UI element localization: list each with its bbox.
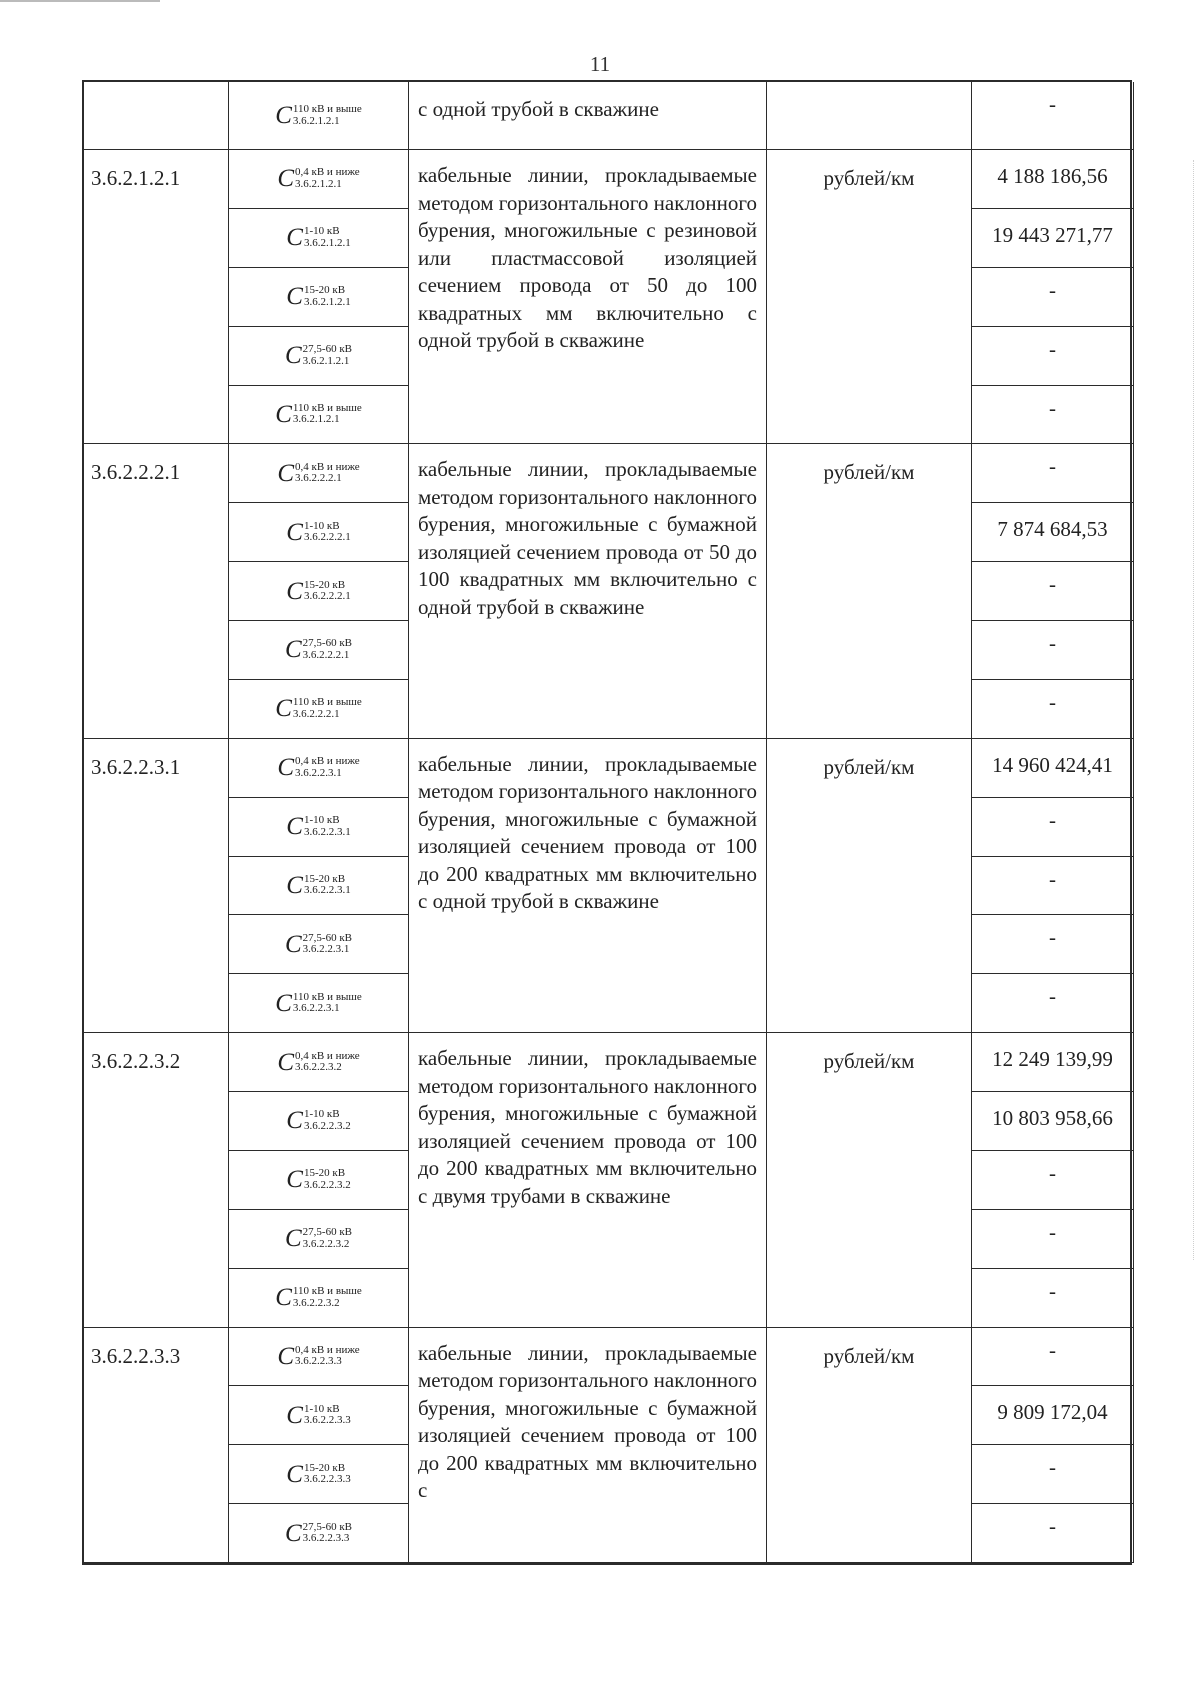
- rate-index: 3.6.2.1.2.1: [292, 114, 340, 127]
- value-cell: -: [972, 680, 1134, 739]
- value-cell: -: [972, 386, 1134, 445]
- rate-letter: C: [275, 989, 292, 1017]
- rate-letter: C: [277, 165, 294, 193]
- value-cell: -: [972, 444, 1134, 503]
- rate-letter: C: [286, 224, 303, 252]
- rate-index: 3.6.2.2.2.1: [303, 590, 351, 603]
- description-cell: кабельные линии, прокладываемые методом горизонтального наклонного бурения, многожильные с резиновой или пластмассовой изоляцией сечением провода от 50 до 100 квадратных мм включительно с одной трубой в скважине: [409, 150, 767, 444]
- rate-index: 3.6.2.2.2.1: [292, 707, 340, 720]
- voltage-class: 27,5-60 кВ: [302, 931, 353, 944]
- voltage-class: 0,4 кВ и ниже: [295, 1343, 360, 1356]
- voltage-class: 1-10 кВ: [303, 519, 340, 532]
- rate-index: 3.6.2.2.3.3: [302, 1532, 350, 1545]
- rate-index: 3.6.2.2.2.1: [295, 472, 342, 485]
- rate-letter: C: [277, 1342, 294, 1370]
- rate-symbol: [229, 915, 409, 974]
- voltage-class: 15-20 кВ: [303, 872, 346, 885]
- value-cell: 4 188 186,56: [972, 150, 1134, 209]
- value-cell: 14 960 424,41: [972, 739, 1134, 798]
- section-code: 3.6.2.2.3.2: [84, 1033, 229, 1327]
- unit-cell: рублей/км: [767, 739, 972, 1033]
- voltage-class: 27,5-60 кВ: [302, 1226, 353, 1239]
- rate-letter: C: [286, 1401, 303, 1429]
- rate-symbol: [229, 562, 409, 621]
- voltage-class: 15-20 кВ: [303, 284, 346, 297]
- rate-letter: C: [277, 1048, 294, 1076]
- rate-symbol: [229, 82, 409, 150]
- value-cell: -: [972, 268, 1134, 327]
- description-cell: с одной трубой в скважине: [409, 82, 767, 150]
- unit-cell: рублей/км: [767, 150, 972, 444]
- rate-symbol: [229, 150, 409, 209]
- value-cell: -: [972, 1504, 1134, 1563]
- rate-index: 3.6.2.2.3.3: [303, 1414, 351, 1427]
- voltage-class: 1-10 кВ: [303, 814, 340, 827]
- page-number: 11: [589, 52, 611, 76]
- rate-index: 3.6.2.1.2.1: [292, 413, 340, 426]
- value-cell: -: [972, 1445, 1134, 1504]
- rate-index: 3.6.2.2.3.3: [295, 1355, 342, 1368]
- rate-index: 3.6.2.2.3.1: [303, 884, 351, 897]
- value-cell: -: [972, 974, 1134, 1033]
- rate-index: 3.6.2.2.3.1: [302, 943, 350, 956]
- section-code: 3.6.2.2.3.1: [84, 739, 229, 1033]
- rate-letter: C: [275, 400, 292, 428]
- voltage-class: 110 кВ и выше: [292, 102, 362, 115]
- value-cell: -: [972, 857, 1134, 916]
- voltage-class: 0,4 кВ и ниже: [295, 166, 360, 179]
- rate-letter: C: [286, 871, 303, 899]
- rate-index: 3.6.2.2.3.2: [303, 1119, 351, 1132]
- voltage-class: 1-10 кВ: [303, 1108, 340, 1121]
- voltage-class: 110 кВ и выше: [292, 1285, 362, 1298]
- rate-letter: C: [286, 1460, 303, 1488]
- rate-index: 3.6.2.1.2.1: [303, 236, 351, 249]
- scan-margin-artifact: [1191, 160, 1194, 1260]
- voltage-class: 110 кВ и выше: [292, 696, 362, 709]
- rate-letter: C: [275, 695, 292, 723]
- rate-index: 3.6.2.2.3.1: [295, 766, 342, 779]
- rate-letter: C: [277, 459, 294, 487]
- rate-symbol: [229, 680, 409, 739]
- rate-symbol: [229, 386, 409, 445]
- rate-symbol: [229, 1269, 409, 1328]
- rate-letter: C: [277, 754, 294, 782]
- rate-index: 3.6.2.2.3.2: [302, 1237, 350, 1250]
- rate-index: 3.6.2.2.3.2: [292, 1296, 340, 1309]
- voltage-class: 110 кВ и выше: [292, 401, 362, 414]
- value-cell: 9 809 172,04: [972, 1386, 1134, 1445]
- rate-symbol: [229, 1092, 409, 1151]
- rate-letter: C: [284, 1519, 302, 1547]
- rate-index: 3.6.2.2.2.1: [303, 531, 351, 544]
- section-code: 3.6.2.2.2.1: [84, 444, 229, 738]
- rate-letter: C: [286, 1107, 303, 1135]
- section-code: 3.6.2.1.2.1: [84, 150, 229, 444]
- code-cell-empty: [84, 82, 229, 150]
- description-cell: кабельные линии, прокладываемые методом горизонтального наклонного бурения, многожильные с бумажной изоляцией сечением провода от 100 до 200 квадратных мм включительно с одной трубой в скважине: [409, 739, 767, 1033]
- voltage-class: 1-10 кВ: [303, 1402, 340, 1415]
- voltage-class: 27,5-60 кВ: [302, 637, 353, 650]
- value-cell: 19 443 271,77: [972, 209, 1134, 268]
- rate-symbol: [229, 798, 409, 857]
- description-cell: кабельные линии, прокладываемые методом горизонтального наклонного бурения, многожильные с бумажной изоляцией сечением провода от 100 до 200 квадратных мм включительно с: [409, 1328, 767, 1564]
- description-cell: кабельные линии, прокладываемые методом горизонтального наклонного бурения, многожильные с бумажной изоляцией сечением провода от 100 до 200 квадратных мм включительно с двумя трубами в скважине: [409, 1033, 767, 1327]
- value-cell: -: [972, 798, 1134, 857]
- rate-symbol: [229, 857, 409, 916]
- rate-letter: C: [284, 1225, 302, 1253]
- rate-letter: C: [286, 813, 303, 841]
- rate-letter: C: [286, 518, 303, 546]
- voltage-class: 15-20 кВ: [303, 578, 346, 591]
- voltage-class: 15-20 кВ: [303, 1461, 346, 1474]
- rate-symbol: [229, 503, 409, 562]
- section-code: 3.6.2.2.3.3: [84, 1328, 229, 1564]
- rate-letter: C: [286, 1166, 303, 1194]
- rate-symbol: [229, 1445, 409, 1504]
- value-cell: 7 874 684,53: [972, 503, 1134, 562]
- rate-symbol: [229, 1210, 409, 1269]
- value-cell: 10 803 958,66: [972, 1092, 1134, 1151]
- value-cell: -: [972, 1269, 1134, 1328]
- value-cell: -: [972, 1151, 1134, 1210]
- voltage-class: 110 кВ и выше: [292, 990, 362, 1003]
- rate-symbol: [229, 268, 409, 327]
- rate-letter: C: [275, 102, 292, 129]
- rate-index: 3.6.2.2.3.2: [295, 1061, 342, 1074]
- rate-letter: C: [286, 283, 303, 311]
- voltage-class: 0,4 кВ и ниже: [295, 460, 360, 473]
- scan-edge-mark: [0, 0, 160, 2]
- rate-symbol: [229, 1033, 409, 1092]
- value-cell: -: [972, 1328, 1134, 1387]
- value-cell: -: [972, 621, 1134, 680]
- value-cell: -: [972, 1210, 1134, 1269]
- rate-symbol: [229, 1386, 409, 1445]
- voltage-class: 0,4 кВ и ниже: [295, 755, 360, 768]
- rate-letter: C: [275, 1284, 292, 1312]
- unit-cell: рублей/км: [767, 1033, 972, 1327]
- rate-index: 3.6.2.2.3.1: [303, 825, 351, 838]
- rate-letter: C: [284, 636, 302, 664]
- rate-letter: C: [284, 342, 302, 370]
- rate-symbol: [229, 621, 409, 680]
- value-cell: 12 249 139,99: [972, 1033, 1134, 1092]
- rate-symbol: [229, 209, 409, 268]
- unit-cell: рублей/км: [767, 444, 972, 738]
- voltage-class: 15-20 кВ: [303, 1167, 346, 1180]
- rate-index: 3.6.2.1.2.1: [302, 354, 350, 367]
- voltage-class: 0,4 кВ и ниже: [295, 1049, 360, 1062]
- rate-index: 3.6.2.1.2.1: [295, 177, 342, 190]
- rate-index: 3.6.2.2.2.1: [302, 648, 350, 661]
- value-cell: -: [972, 82, 1134, 150]
- voltage-class: 1-10 кВ: [303, 225, 340, 238]
- rate-symbol: [229, 1151, 409, 1210]
- rate-letter: C: [286, 577, 303, 605]
- description-cell: кабельные линии, прокладываемые методом горизонтального наклонного бурения, многожильные с бумажной изоляцией сечением провода от 50 до 100 квадратных мм включительно с одной трубой в скважине: [409, 444, 767, 738]
- voltage-class: 27,5-60 кВ: [302, 1520, 353, 1533]
- rate-symbol: [229, 974, 409, 1033]
- unit-cell-empty: [767, 82, 972, 150]
- rate-symbol: [229, 1328, 409, 1387]
- value-cell: -: [972, 562, 1134, 621]
- value-cell: -: [972, 327, 1134, 386]
- rate-index: 3.6.2.2.3.1: [292, 1002, 340, 1015]
- unit-cell: рублей/км: [767, 1328, 972, 1564]
- rate-index: 3.6.2.2.3.2: [303, 1178, 351, 1191]
- value-cell: -: [972, 915, 1134, 974]
- voltage-class: 27,5-60 кВ: [302, 343, 353, 356]
- rate-symbol: [229, 739, 409, 798]
- rate-symbol: [229, 1504, 409, 1563]
- rate-symbol: [229, 444, 409, 503]
- tariff-table: [82, 80, 1132, 1565]
- rate-letter: C: [284, 930, 302, 958]
- rate-index: 3.6.2.1.2.1: [303, 295, 351, 308]
- rate-index: 3.6.2.2.3.3: [303, 1473, 351, 1486]
- rate-symbol: [229, 327, 409, 386]
